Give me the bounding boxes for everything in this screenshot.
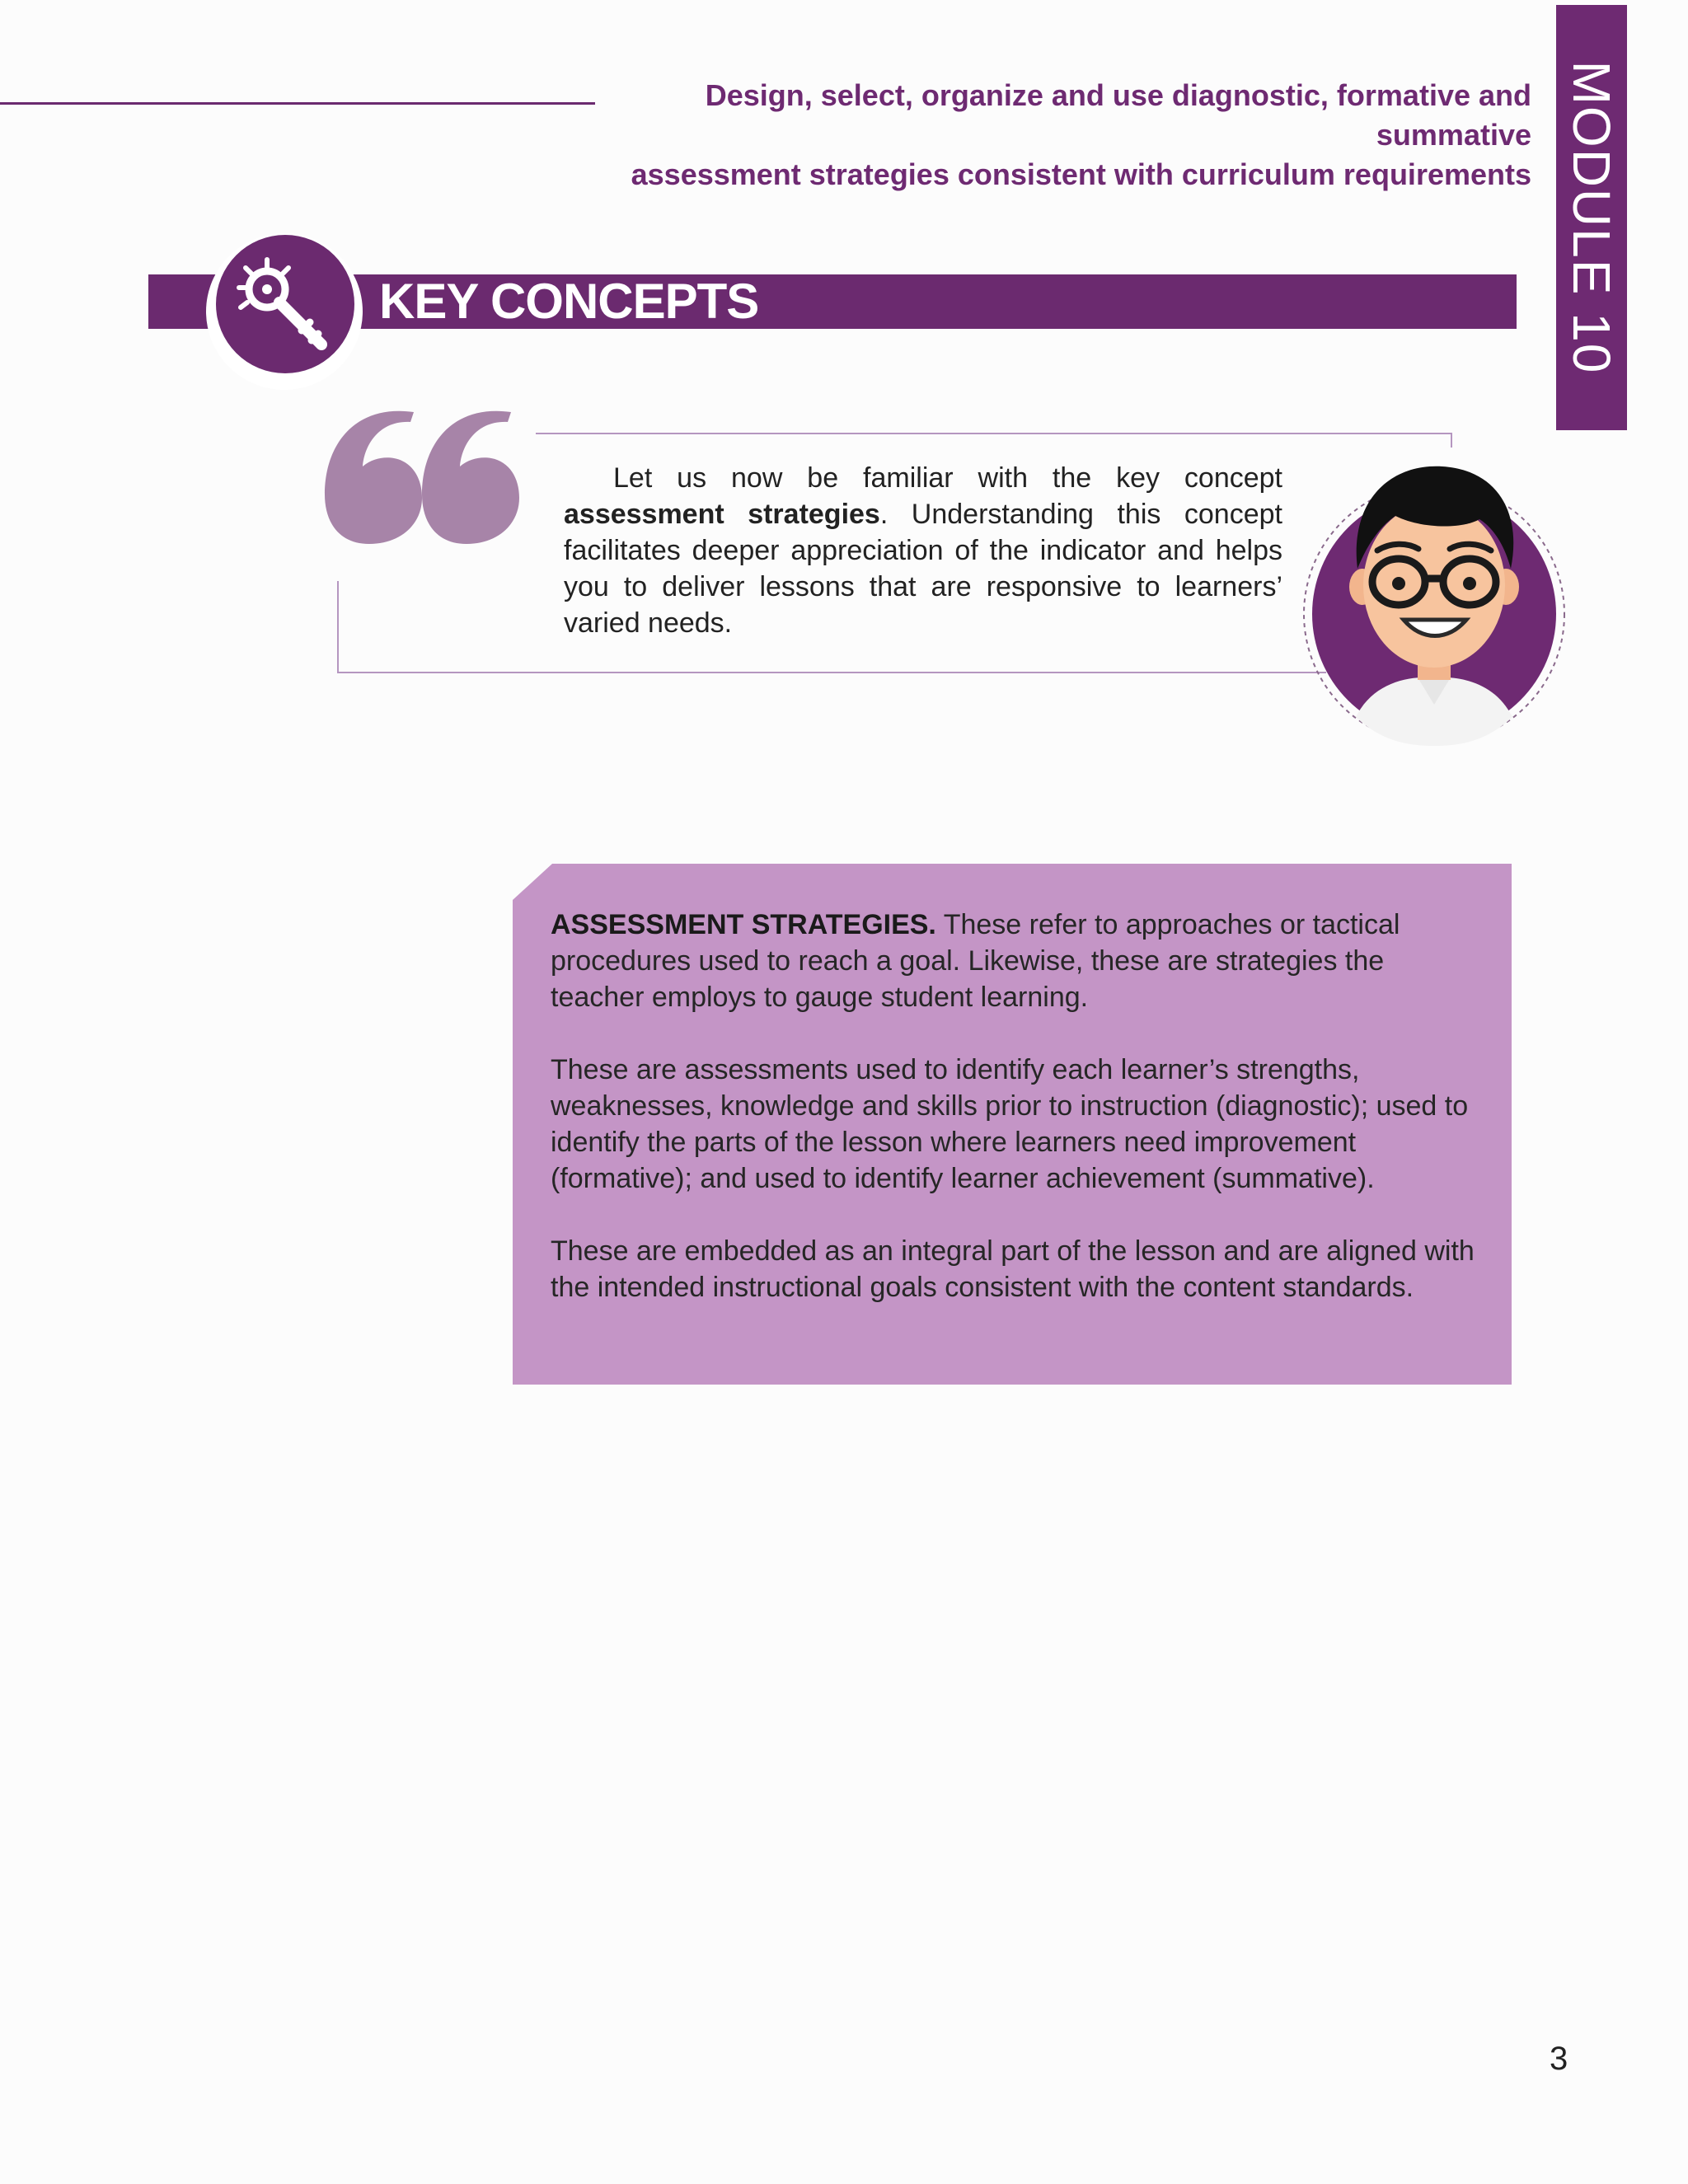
module-competency-header — [542, 76, 1531, 194]
definition-paragraph-2: These are assessments used to identify each learner’s strengths, weaknesses, knowledge and skills prior to instruction (diagnostic); used to identify the parts of the lesson where learners need improvement (formative); and used to identify learner achievement (summative). — [551, 1054, 1469, 1194]
teacher-avatar — [1298, 437, 1574, 758]
definition-text — [551, 907, 1482, 1342]
header-line-2: assessment strategies consistent with curriculum requirements — [631, 157, 1531, 191]
section-title: KEY CONCEPTS — [379, 274, 759, 329]
header-rule — [0, 102, 595, 105]
quote-frame-bottom — [337, 672, 1326, 673]
quote-frame-top — [536, 433, 1451, 434]
intro-text-end: . Understanding this concept facilitates deeper appreciation of the indicator and helps you to deliver lessons that are responsive to learners’ varied needs. — [564, 499, 1282, 639]
module-tab-label: MODULE 10 — [1562, 60, 1621, 375]
definition-p1-text: These refer to approaches or tactical procedures used to reach a goal. Likewise, these are strategies the teacher employs to gauge student learning. — [551, 909, 1400, 1013]
definition-paragraph-1 — [551, 907, 1482, 1015]
module-tab — [1556, 5, 1627, 430]
key-lightbulb-icon — [216, 235, 354, 373]
definition-term: ASSESSMENT STRATEGIES. — [551, 909, 936, 940]
header-line-1: Design, select, organize and use diagnostic, formative and summative — [705, 78, 1531, 152]
open-quote-icon — [321, 363, 519, 569]
definition-paragraph-3: These are embedded as an integral part of the lesson and are aligned with the intended instructional goals consistent with the content standards. — [551, 1235, 1475, 1303]
page-number: 3 — [1550, 2041, 1568, 2077]
quote-frame-left — [337, 581, 339, 673]
intro-paragraph — [564, 460, 1282, 641]
intro-text-start: Let us now be familiar with the key concept — [613, 462, 1282, 494]
intro-key-term: assessment strategies — [564, 499, 880, 530]
